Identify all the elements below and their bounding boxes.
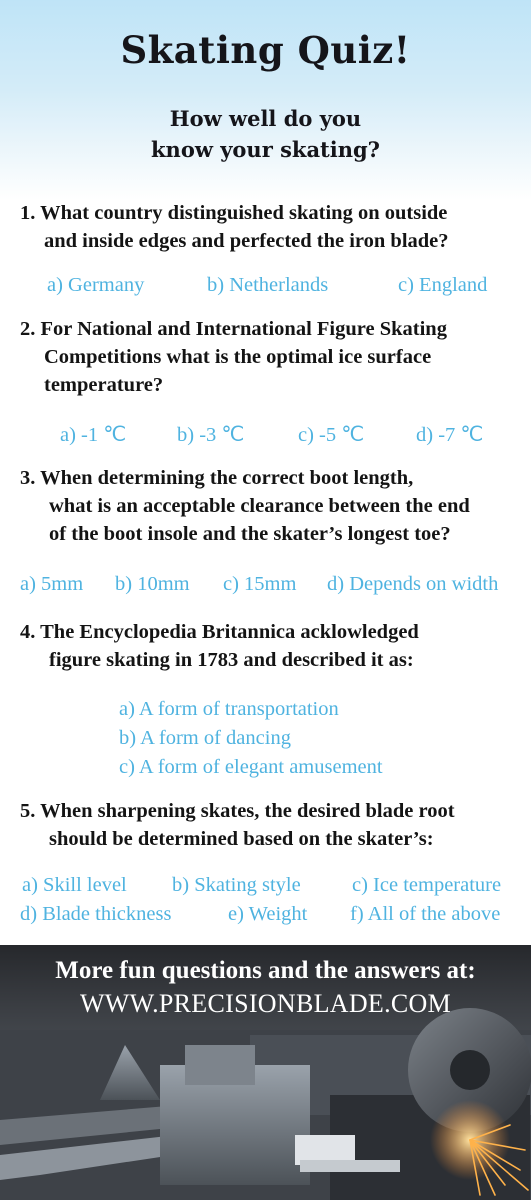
answer-option[interactable]: c) A form of elegant amusement (119, 756, 383, 778)
answer-option[interactable]: c) Ice temperature (352, 874, 502, 896)
answer-option[interactable]: c) England (398, 274, 488, 296)
subtitle-line: How well do you (169, 106, 362, 131)
question-text: Competitions what is the optimal ice surface (44, 346, 432, 368)
answer-option[interactable]: d) -7 ℃ (416, 424, 484, 446)
answer-option[interactable]: b) -3 ℃ (177, 424, 245, 446)
quiz-subtitle (0, 103, 531, 165)
quiz-title: Skating Quiz! (120, 28, 411, 72)
answer-option[interactable]: e) Weight (228, 903, 308, 925)
question-text: figure skating in 1783 and described it as: (49, 649, 414, 671)
answer-option[interactable]: b) Skating style (172, 874, 301, 896)
subtitle-line: know your skating? (151, 137, 380, 162)
question-text: should be determined based on the skater’s: (49, 828, 434, 850)
answer-option[interactable]: b) 10mm (115, 573, 190, 595)
footer-banner (0, 945, 531, 1200)
question-text: 5. When sharpening skates, the desired blade root (20, 800, 455, 822)
answer-option[interactable]: d) Blade thickness (20, 903, 172, 925)
question-text: 3. When determining the correct boot length, (20, 467, 414, 489)
answer-option[interactable]: a) -1 ℃ (60, 424, 127, 446)
question-text: 4. The Encyclopedia Britannica acklowledged (20, 621, 419, 643)
answer-option[interactable]: c) -5 ℃ (298, 424, 365, 446)
answer-option[interactable]: c) 15mm (223, 573, 297, 595)
question-text: temperature? (44, 374, 164, 396)
question-text: of the boot insole and the skater’s longest toe? (49, 523, 451, 545)
footer-website-link[interactable]: WWW.PRECISIONBLADE.COM (79, 989, 452, 1018)
answer-option[interactable]: a) Skill level (22, 874, 127, 896)
question-text: and inside edges and perfected the iron blade? (44, 230, 449, 252)
answer-option[interactable]: a) A form of transportation (119, 698, 339, 720)
answer-option[interactable]: a) 5mm (20, 573, 84, 595)
question-text: 1. What country distinguished skating on outside (20, 202, 448, 224)
answer-option[interactable]: b) Netherlands (207, 274, 329, 296)
answer-option[interactable]: b) A form of dancing (119, 727, 291, 749)
footer-cta-text: More fun questions and the answers at: (55, 957, 476, 984)
answer-option[interactable]: f) All of the above (350, 903, 501, 925)
answer-option[interactable]: d) Depends on width (327, 573, 499, 595)
answer-option[interactable]: a) Germany (47, 274, 145, 296)
question-text: 2. For National and International Figure Skating (20, 318, 447, 340)
question-text: what is an acceptable clearance between the end (49, 495, 470, 517)
